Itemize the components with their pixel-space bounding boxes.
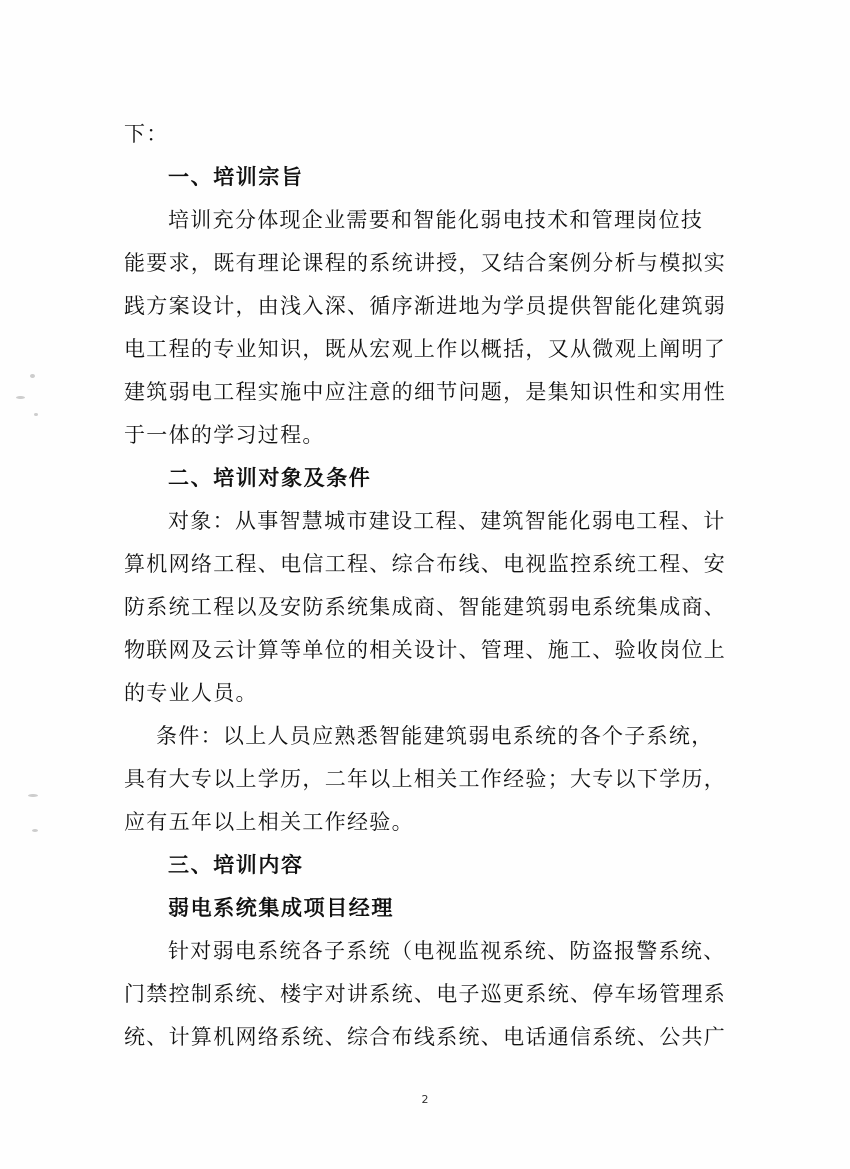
scan-speck	[32, 829, 38, 832]
scan-speck	[30, 374, 35, 378]
text-line: 建筑弱电工程实施中应注意的细节问题，是集知识性和实用性	[124, 380, 727, 404]
text-line: 于一体的学习过程。	[124, 423, 325, 447]
text-line: 下：	[124, 122, 169, 146]
page-number: 2	[421, 1093, 429, 1106]
text-line: 应有五年以上相关工作经验。	[124, 810, 414, 834]
scan-speck	[34, 413, 38, 416]
text-line: 门禁控制系统、楼宇对讲系统、电子巡更系统、停车场管理系	[124, 982, 727, 1006]
text-line: 电工程的专业知识，既从宏观上作以概括，又从微观上阐明了	[124, 337, 727, 361]
text-line: 防系统工程以及安防系统集成商、智能建筑弱电系统集成商、	[124, 595, 727, 619]
text-line: 对象：从事智慧城市建设工程、建筑智能化弱电工程、计	[168, 509, 726, 533]
scan-speck	[28, 794, 38, 797]
text-line: 具有大专以上学历，二年以上相关工作经验；大专以下学历，	[124, 767, 727, 791]
text-line: 针对弱电系统各子系统（电视监视系统、防盗报警系统、	[168, 939, 726, 963]
section-heading: 三、培训内容	[168, 853, 304, 877]
scan-speck	[16, 396, 25, 399]
text-line: 统、计算机网络系统、综合布线系统、电话通信系统、公共广	[124, 1025, 727, 1049]
text-line: 条件：以上人员应熟悉智能建筑弱电系统的各个子系统，	[156, 724, 714, 748]
text-line: 践方案设计，由浅入深、循序渐进地为学员提供智能化建筑弱	[124, 294, 727, 318]
section-heading: 二、培训对象及条件	[168, 466, 372, 490]
text-line: 的专业人员。	[124, 681, 258, 705]
text-line: 物联网及云计算等单位的相关设计、管理、施工、验收岗位上	[124, 638, 727, 662]
text-line: 算机网络工程、电信工程、综合布线、电视监控系统工程、安	[124, 552, 727, 576]
text-line: 培训充分体现企业需要和智能化弱电技术和管理岗位技	[168, 208, 704, 232]
text-line: 能要求，既有理论课程的系统讲授，又结合案例分析与模拟实	[124, 251, 727, 275]
subsection-heading: 弱电系统集成项目经理	[168, 896, 394, 920]
section-heading: 一、培训宗旨	[168, 165, 304, 189]
